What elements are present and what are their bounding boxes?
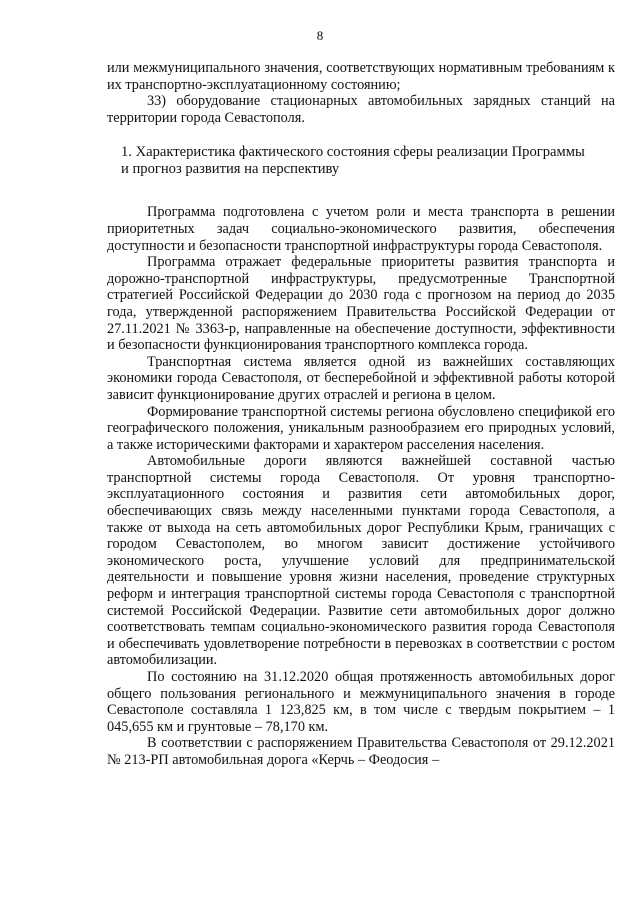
intro-paragraph-continuation: или межмуниципального значения, соответствующих нормативным требованиям к их транспортно-эксплуатационному состоянию; [107,60,615,93]
paragraph-7: В соответствии с распоряжением Правительства Севастополя от 29.12.2021 № 213-РП автомобильная дорога «Керчь – Феодосия – [107,735,615,768]
paragraph-3: Транспортная система является одной из важнейших составляющих экономики города Севастополя, от бесперебойной и эффективной работы которой зависит функционирование других отраслей и региона в целом. [107,353,615,403]
section-title-line-2: и прогноз развития на перспективу [121,161,340,178]
list-item-33: 33) оборудование стационарных автомобильных зарядных станций на территории города Севастополя. [107,93,615,126]
paragraph-4: Формирование транспортной системы региона обусловлено спецификой его географического положения, уникальным разнообразием его природных условий, а также историческими факторами и характером расселения населения. [107,403,615,453]
paragraph-6: По состоянию на 31.12.2020 общая протяженность автомобильных дорог общего пользования регионального и межмуниципального значения в городе Севастополе составляла 1 123,825 км, в том числе с твердым покрытием – 1 045,655 км и грунтовые – 78,170 км. [107,669,615,735]
paragraph-2: Программа отражает федеральные приоритеты развития транспорта и дорожно-транспортной инфраструктуры, предусмотренные Транспортной стратегией Российской Федерации до 2030 года с прогнозом на период до 2035 года, утвержденной распоряжением Правительства Российской Федерации от 27.11.2021 № 3363-р, направленные на обеспечение доступности, эффективности и безопасности функционирования транспортного комплекса города. [107,254,615,354]
paragraph-1: Программа подготовлена с учетом роли и места транспорта в решении приоритетных задач социально-экономического развития, обеспечения доступности и безопасности транспортной инфраструктуры города Севастополя. [107,204,615,254]
paragraph-5: Автомобильные дороги являются важнейшей составной частью транспортной системы города Севастополя. От уровня транспортно-эксплуатационного состояния и развития сети автомобильных дорог, обеспечивающих связь между населенными пунктами города Севастополя, а также от выхода на сеть автомобильных дорог Республики Крым, граничащих с городом Севастополем, во многом зависит достижение устойчивого экономического роста, улучшение условий для предпринимательской деятельности и повышение уровня жизни населения, проведение структурных реформ и интеграция транспортной системы города Севастополя с транспортной системой Российской Федерации. Развитие сети автомобильных дорог должно соответствовать темпам социально-экономического развития города Севастополя и обеспечивать удовлетворение потребности в перевозках в соответствии с ростом автомобилизации. [107,453,615,669]
page-number: 8 [316,28,324,43]
section-title-line-1: 1. Характеристика фактического состояния сферы реализации Программы [121,144,585,161]
document-body [107,60,615,769]
